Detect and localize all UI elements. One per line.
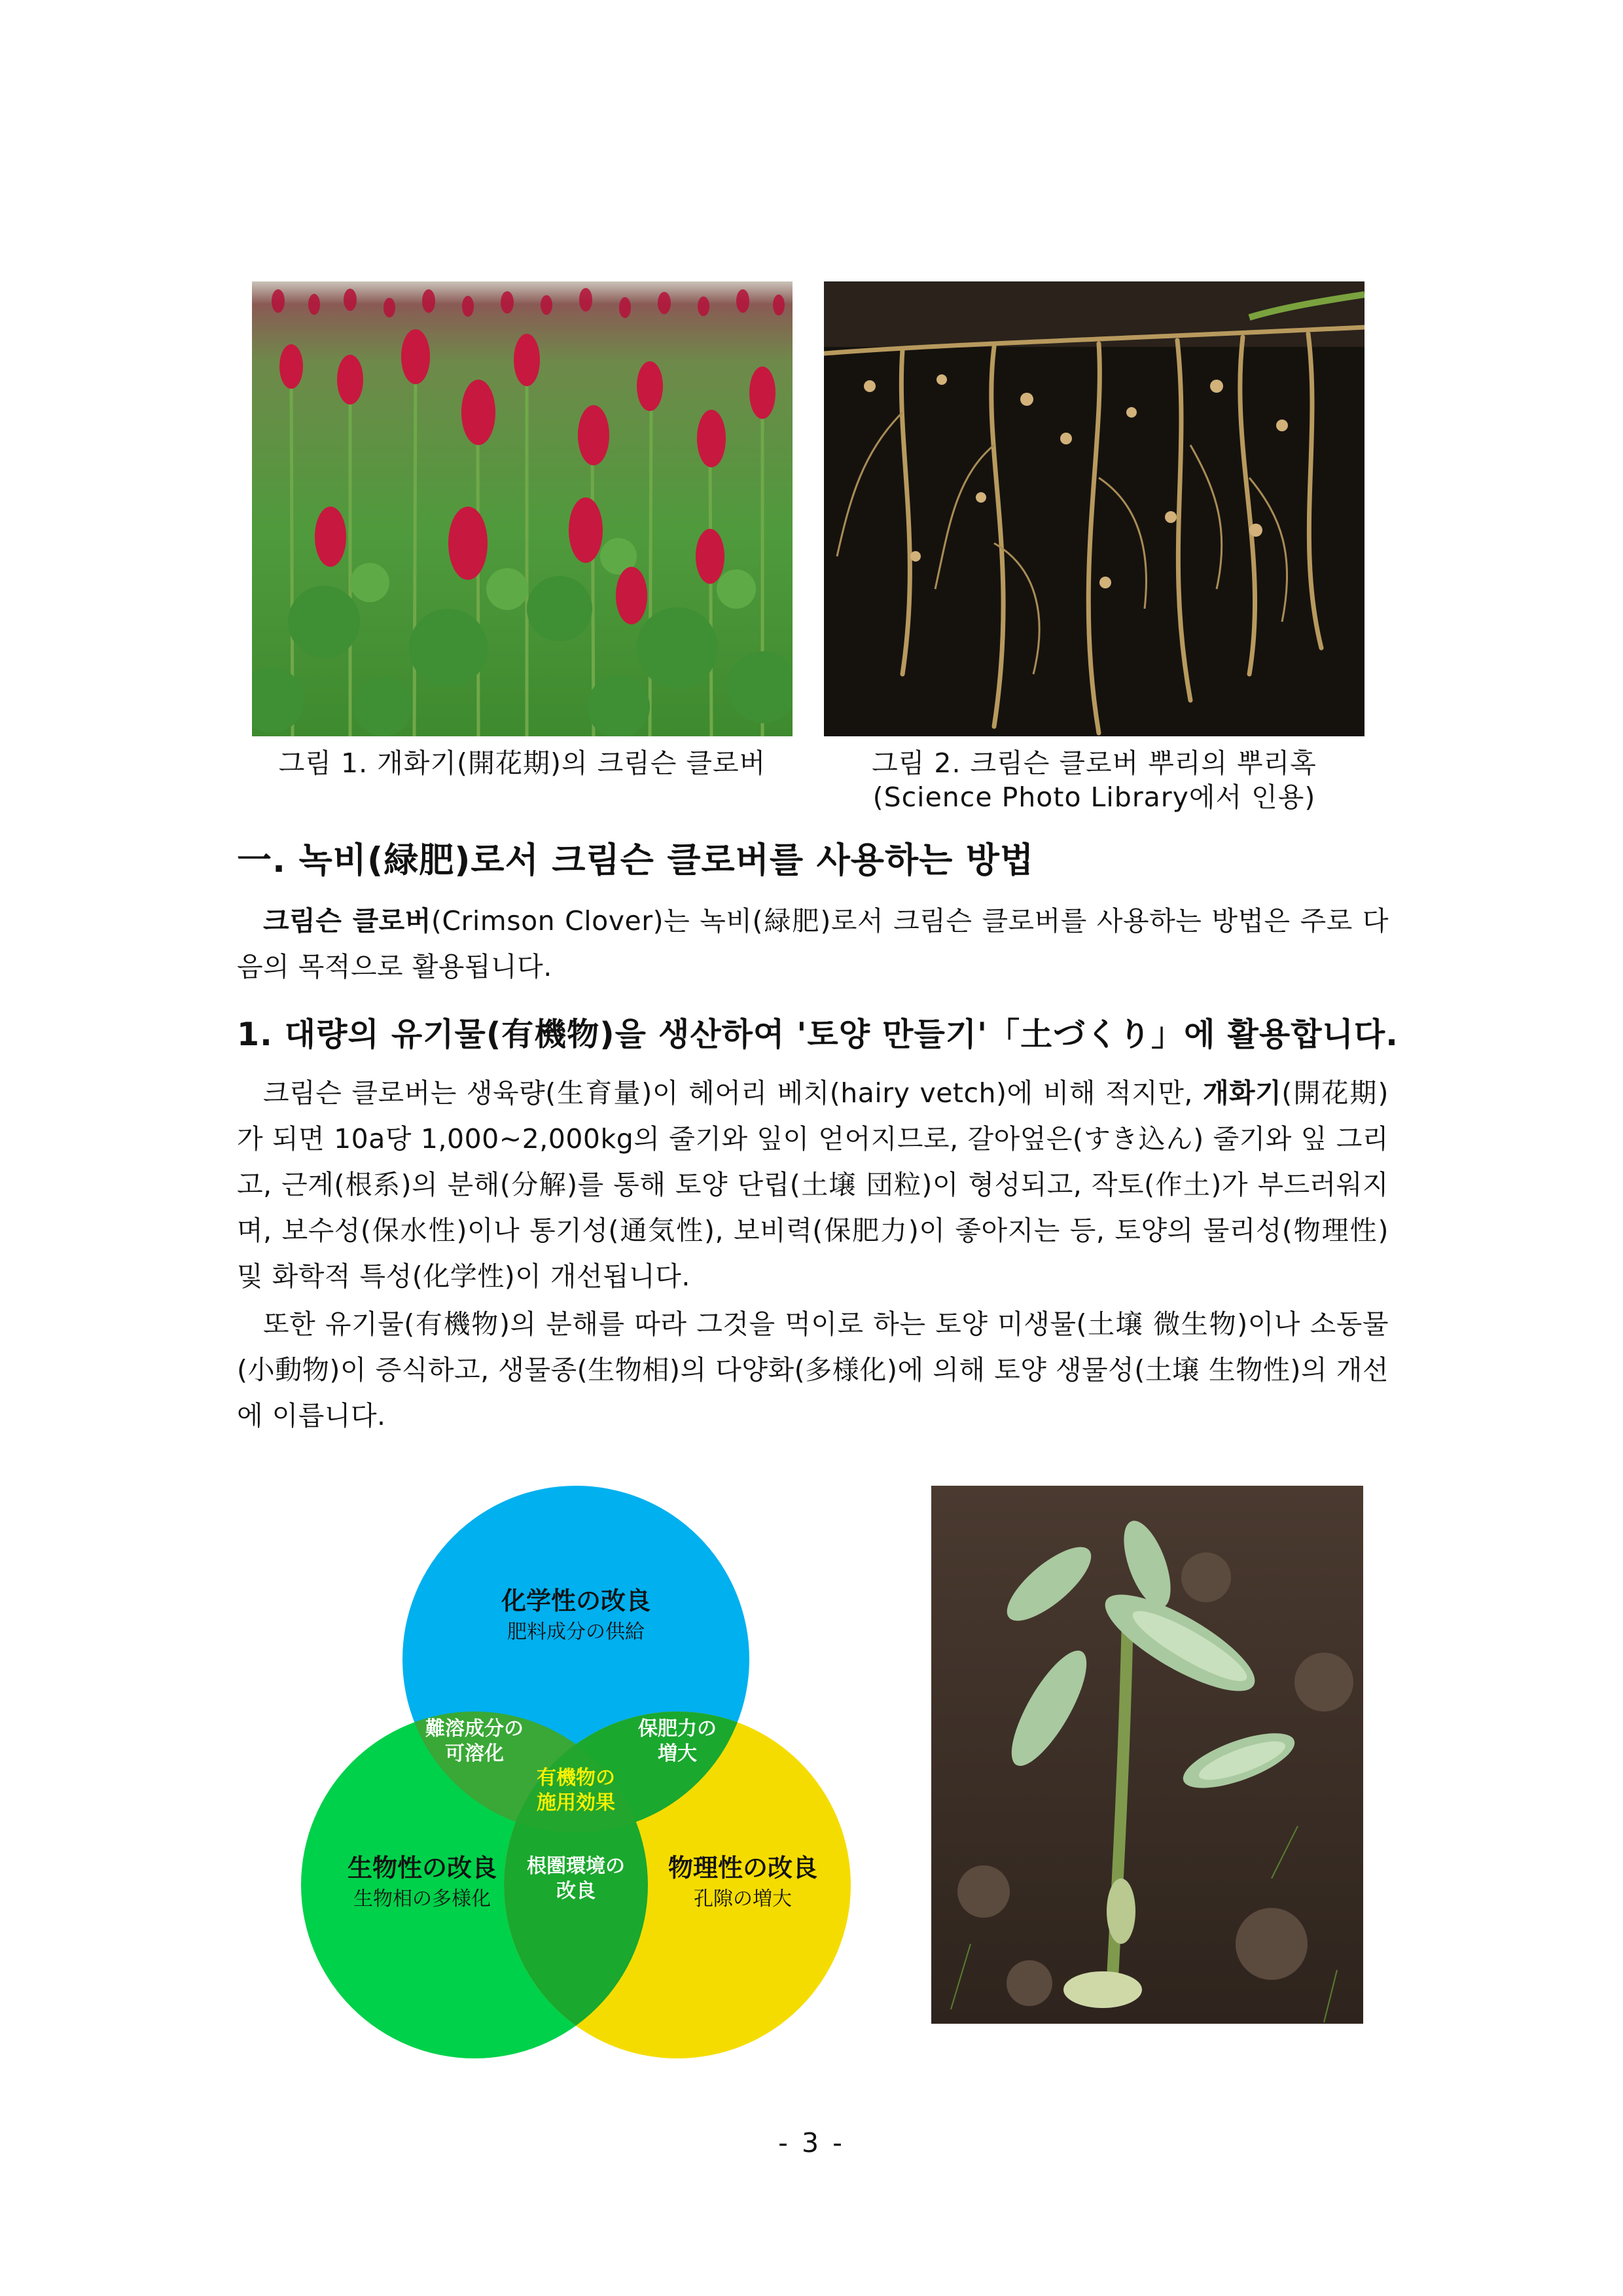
section-heading: 一. 녹비(緑肥)로서 크림슨 클로버를 사용하는 방법 [237, 840, 1035, 880]
venn-right-title: 物理性の改良 [668, 1854, 817, 1882]
intro-bold-term: 크림슨 클로버 [263, 905, 431, 937]
section-intro [237, 898, 1389, 990]
intro-text: (Crimson Clover)는 녹비(緑肥)로서 크림슨 클로버를 사용하는 방법은 주로 다음의 목적으로 활용됩니다. [237, 905, 1389, 982]
venn-right-subtitle: 孔隙の増大 [694, 1888, 792, 1910]
venn-center-label: 有機物の 施用効果 [537, 1767, 615, 1814]
venn-top-title: 化学性の改良 [501, 1587, 651, 1615]
paragraph-2: 또한 유기물(有機物)의 분해를 따라 그것을 먹이로 하는 토양 미생물(土壌 微生物)이나 소동물(小動物)이 증식하고, 생물종(生物相)의 다양화(多様化)에 의해 토양 생물성(土壌 生物性)의 개선에 이릅니다. [237, 1308, 1389, 1431]
venn-left-title: 生物性の改良 [347, 1854, 497, 1882]
paragraph-1-text-b: (開花期)가 되면 10a당 1,000~2,000kg의 줄기와 잎이 얻어지므로, 갈아엎은(すき込ん) 줄기와 잎 그리고, 근계(根系)의 분해(分解)를 통해 토양 단립(土壌 団粒)이 형성되고, 작토(作土)가 부드러워지며, 보수성(保水性)이나 통기성(通気性), 보비력(保肥力)이 좋아지는 등, 토양의 물리성(物理性)및 화학적 특성(化学性)이 개선됩니다. [237, 1077, 1389, 1292]
subsection-heading: 1. 대량의 유기물(有機物)을 생산하여 '토양 만들기'「土づくり」에 활용합니다. [237, 1016, 1399, 1053]
seedling-photo [931, 1486, 1363, 2024]
figure-2-caption-line-1: 그림 2. 크림슨 클로버 뿌리의 뿌리혹 [872, 747, 1317, 779]
venn-bottom-overlap-label: 根圏環境の 改良 [527, 1855, 625, 1903]
venn-top-subtitle: 肥料成分の供給 [507, 1621, 645, 1643]
soil-improvement-venn-diagram [275, 1482, 877, 2058]
paragraph-1 [237, 1070, 1389, 1299]
venn-left-subtitle: 生物相の多様化 [353, 1888, 491, 1910]
figure-1-caption: 그림 1. 개화기(開花期)의 크림슨 클로버 [278, 747, 766, 779]
paragraph-1-text-a: 크림슨 클로버는 생육량(生育量)이 헤어리 베치(hairy vetch)에 비해 적지만, [263, 1077, 1203, 1109]
venn-top-right-overlap-label: 保肥力の 増大 [638, 1717, 717, 1765]
root-nodules-photo [824, 281, 1364, 736]
page-number: - 3 - [778, 2127, 845, 2159]
figure-2-caption-line-2: (Science Photo Library에서 인용) [872, 781, 1316, 813]
venn-top-left-overlap-label: 難溶成分の 可溶化 [425, 1717, 524, 1765]
paragraph-1-bold-term: 개화기 [1202, 1077, 1282, 1109]
crimson-clover-photo [252, 281, 793, 736]
